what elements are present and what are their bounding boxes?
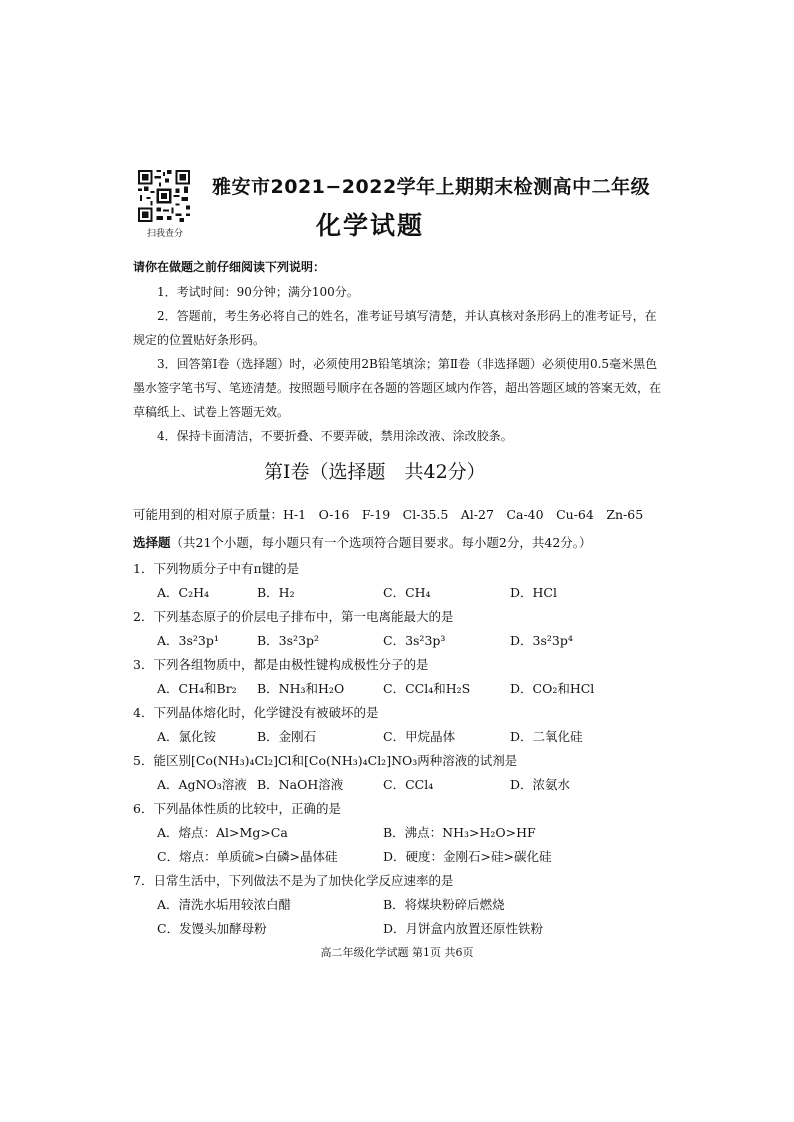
question-option: A．3s²3p¹ (157, 633, 219, 648)
section-label: 选择题 (133, 535, 171, 550)
section-header (133, 533, 592, 551)
question-option: D．月饼盒内放置还原性铁粉 (383, 921, 544, 936)
qr-caption: 扫我查分 (146, 229, 183, 239)
question-stem: 1．下列物质分子中有π键的是 (133, 561, 300, 576)
question-option: C．3s²3p³ (383, 633, 446, 648)
question-option: C．CH₄ (383, 585, 431, 600)
question-option: D．HCl (510, 585, 557, 600)
question-option: C．发馒头加酵母粉 (157, 921, 267, 936)
page-footer: 高二年级化学试题 第1页 共6页 (320, 946, 474, 959)
instructions-list (133, 280, 663, 448)
question-option: D．浓氨水 (510, 777, 571, 792)
qr-code-icon (138, 170, 190, 222)
exam-subject-title: 化学试题 (316, 211, 425, 240)
part-title: 第Ⅰ卷（选择题 共42分） (264, 461, 486, 483)
question-option: D．二氧化硅 (510, 729, 583, 744)
atomic-masses: 可能用到的相对原子质量：H-1 O-16 F-19 Cl-35.5 Al-27 Ca-40 Cu-64 Zn-65 (133, 507, 644, 522)
question-stem: 2．下列基态原子的价层电子排布中，第一电离能最大的是 (133, 609, 454, 624)
question-option: A．氯化铵 (157, 729, 217, 744)
question-stem: 6．下列晶体性质的比较中，正确的是 (133, 801, 341, 816)
question-stem: 5．能区别[Co(NH₃)₄Cl₂]Cl和[Co(NH₃)₄Cl₂]NO₃两种溶液的试剂是 (133, 753, 518, 768)
question-stem: 7．日常生活中，下列做法不是为了加快化学反应速率的是 (133, 873, 454, 888)
question-option: C．甲烷晶体 (383, 729, 456, 744)
question-stem: 3．下列各组物质中，都是由极性键构成极性分子的是 (133, 657, 429, 672)
instruction-item: 1．考试时间：90分钟；满分100分。 (157, 285, 359, 299)
question-option: B．将煤块粉碎后燃烧 (383, 897, 505, 912)
question-option: C．CCl₄和H₂S (383, 681, 471, 696)
question-option: C．CCl₄ (383, 777, 434, 792)
question-option: D．3s²3p⁴ (510, 633, 573, 648)
question-option: A．熔点：Al>Mg>Ca (157, 825, 288, 840)
instruction-item: 3．回答第Ⅰ卷（选择题）时，必须使用2B铅笔填涂；第Ⅱ卷（非选择题）必须使用0.5毫米黑色墨水签字笔书写、笔迹清楚。按照题号顺序在各题的答题区域内作答，超出答题区域的答案无效，在草稿纸上、试卷上答题无效。 (133, 357, 662, 419)
question-option: A．清洗水垢用较浓白醋 (157, 897, 292, 912)
question-stem: 4．下列晶体熔化时，化学键没有被破坏的是 (133, 705, 379, 720)
question-option: A．AgNO₃溶液 (157, 777, 247, 792)
question-option: D．硬度：金刚石>硅>碳化硅 (383, 849, 552, 864)
instructions-heading: 请你在做题之前仔细阅读下列说明： (133, 260, 326, 274)
question-option: B．金刚石 (257, 729, 317, 744)
question-option: B．NaOH溶液 (257, 777, 344, 792)
section-note: （共21个小题，每小题只有一个选项符合题目要求。每小题2分，共42分。） (170, 535, 592, 550)
question-option: C．熔点：单质硫>白磷>晶体硅 (157, 849, 338, 864)
question-option: B．沸点：NH₃>H₂O>HF (383, 825, 536, 840)
exam-title: 雅安市2021−2022学年上期期末检测高中二年级 (212, 176, 651, 198)
question-option: B．3s²3p² (257, 633, 320, 648)
question-option: B．H₂ (257, 585, 295, 600)
question-option: A．C₂H₄ (157, 585, 210, 600)
instruction-item: 2．答题前，考生务必将自己的姓名，准考证号填写清楚，并认真核对条形码上的准考证号，在规定的位置贴好条形码。 (133, 309, 657, 347)
question-option: D．CO₂和HCl (510, 681, 595, 696)
instruction-item: 4．保持卡面清洁，不要折叠、不要弄破，禁用涂改液、涂改胶条。 (157, 429, 513, 443)
question-option: B．NH₃和H₂O (257, 681, 345, 696)
question-option: A．CH₄和Br₂ (157, 681, 237, 696)
